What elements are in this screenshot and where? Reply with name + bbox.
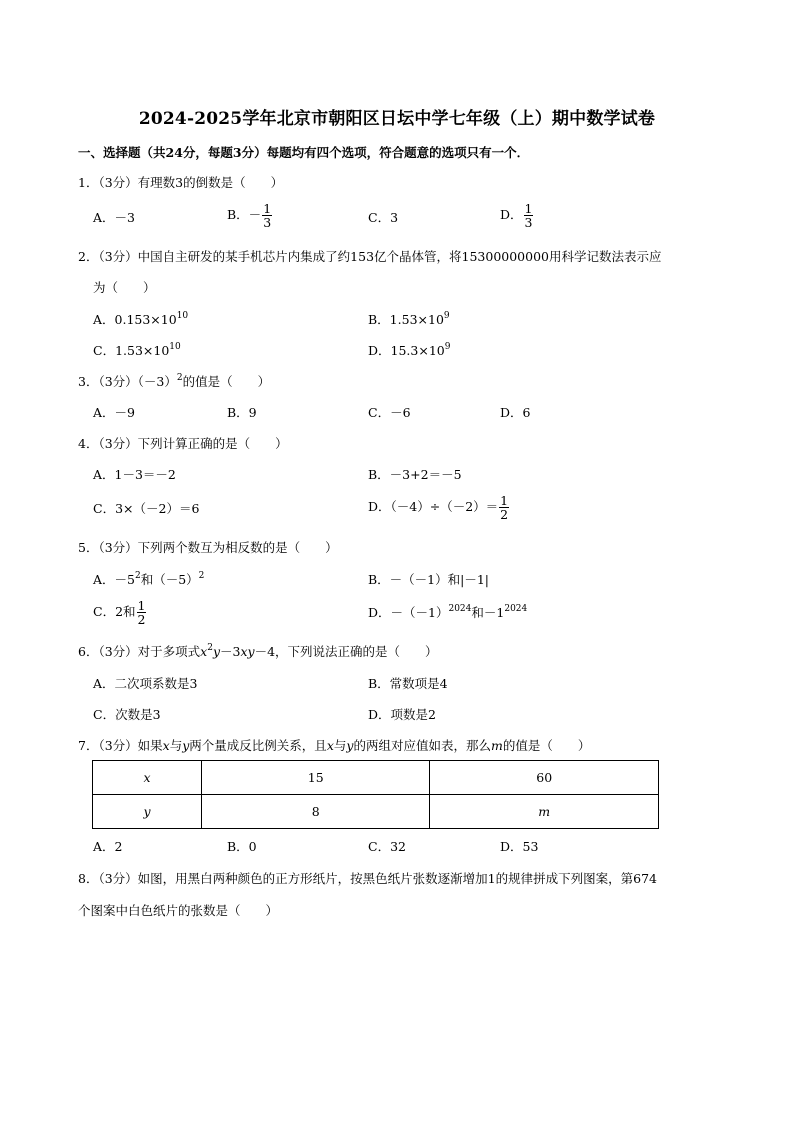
q1-option-d-label: D． bbox=[500, 207, 523, 222]
q1-option-d bbox=[500, 202, 534, 229]
q2-option-a bbox=[93, 312, 188, 328]
exponent: 2 bbox=[207, 643, 213, 653]
question-6-stem bbox=[78, 644, 438, 660]
q5-option-d bbox=[368, 605, 527, 621]
exponent: 9 bbox=[444, 342, 451, 352]
question-7-stem bbox=[78, 738, 590, 754]
q6-option-c: C．次数是3 bbox=[93, 707, 161, 722]
q3-stem-pre: 3．（3分）（－3） bbox=[78, 374, 177, 389]
exponent: 10 bbox=[176, 311, 189, 321]
q6-option-d: D．项数是2 bbox=[368, 707, 436, 722]
table-cell: 15 bbox=[201, 761, 430, 795]
table-cell: 8 bbox=[201, 795, 430, 829]
fraction bbox=[524, 202, 534, 229]
q2-option-a-base: A．0.153×10 bbox=[93, 312, 177, 327]
q7-option-c: C．32 bbox=[368, 839, 406, 854]
variable-y: y bbox=[212, 644, 221, 659]
question-2-stem-line2: 为（ ） bbox=[93, 280, 156, 295]
exponent: 9 bbox=[443, 311, 450, 321]
q6-stem-pre: 6．（3分）对于多项式 bbox=[78, 644, 201, 659]
variable-y: y bbox=[182, 738, 190, 753]
question-2-stem-line1: 2．（3分）中国自主研发的某手机芯片内集成了约153亿个晶体管，将15300000000用科学记数法表示应 bbox=[78, 249, 662, 264]
denominator: 2 bbox=[137, 612, 146, 627]
table-cell bbox=[93, 795, 202, 829]
q1-option-b-label: B．－ bbox=[227, 207, 262, 222]
q4-option-c: C．3×（－2）＝6 bbox=[93, 501, 200, 516]
question-8-stem-line2: 个图案中白色纸片的张数是（ ） bbox=[78, 903, 279, 918]
fraction bbox=[262, 202, 272, 229]
exponent: 2 bbox=[134, 571, 141, 581]
q2-option-c-base: C．1.53×10 bbox=[93, 343, 170, 358]
q3-option-a: A．－9 bbox=[93, 405, 135, 420]
q3-option-d: D．6 bbox=[500, 405, 531, 420]
q5-option-c-label: C．2和 bbox=[93, 604, 136, 619]
denominator: 3 bbox=[263, 215, 272, 230]
q7-value-table bbox=[92, 760, 659, 829]
variable-y: y bbox=[346, 738, 354, 753]
denominator: 3 bbox=[524, 215, 533, 230]
q7-option-d: D．53 bbox=[500, 839, 539, 854]
exponent: 2024 bbox=[448, 604, 472, 614]
cell-value: y bbox=[143, 804, 151, 819]
q7-stem-pre: 7．（3分）如果 bbox=[78, 738, 163, 753]
question-5-stem: 5．（3分）下列两个数互为相反数的是（ ） bbox=[78, 540, 338, 555]
fraction bbox=[499, 494, 509, 521]
q3-stem-post: 的值是（ ） bbox=[182, 374, 271, 389]
q7-option-a: A．2 bbox=[93, 839, 123, 854]
variable-x: x bbox=[326, 738, 334, 753]
q5-option-b: B．－（－1）和|－1| bbox=[368, 572, 490, 587]
q4-option-a: A．1－3＝－2 bbox=[93, 467, 176, 482]
section-heading: 一、选择题（共24分，每题3分）每题均有四个选项，符合题意的选项只有一个． bbox=[78, 145, 530, 160]
variable-x: x bbox=[162, 738, 170, 753]
q3-option-c: C．－6 bbox=[368, 405, 411, 420]
q5-option-c bbox=[93, 599, 147, 626]
q5-option-a-pre: A．－5 bbox=[93, 572, 135, 587]
q7-stem-a: 与 bbox=[333, 738, 347, 753]
variable-x: x bbox=[200, 644, 208, 659]
table-cell bbox=[93, 761, 202, 795]
page-title: 2024-2025学年北京市朝阳区日坛中学七年级（上）期中数学试卷 bbox=[138, 109, 656, 129]
variable-xy: xy bbox=[240, 644, 255, 659]
cell-value: m bbox=[538, 804, 551, 819]
q1-option-a: A．－3 bbox=[93, 210, 135, 225]
q4-option-d-label: D．（－4）÷（－2）＝ bbox=[368, 499, 499, 514]
question-4-stem: 4．（3分）下列计算正确的是（ ） bbox=[78, 436, 288, 451]
q6-stem-post: －4，下列说法正确的是（ ） bbox=[254, 644, 438, 659]
q3-option-b: B．9 bbox=[227, 405, 257, 420]
q5-option-a-mid: 和（－5） bbox=[140, 572, 199, 587]
fraction bbox=[137, 599, 147, 626]
q7-stem-post: 的值是（ ） bbox=[502, 738, 591, 753]
q6-stem-mid: －3 bbox=[220, 644, 241, 659]
denominator: 2 bbox=[500, 507, 509, 522]
exponent: 2 bbox=[176, 373, 183, 383]
q2-option-d-base: D．15.3×10 bbox=[368, 343, 445, 358]
q6-option-b: B．常数项是4 bbox=[368, 676, 448, 691]
q2-option-b bbox=[368, 312, 450, 328]
q7-stem-a: 与 bbox=[169, 738, 183, 753]
q4-option-d bbox=[368, 494, 510, 521]
variable-m: m bbox=[490, 738, 503, 753]
q1-option-c: C．3 bbox=[368, 210, 399, 225]
exponent: 2 bbox=[198, 571, 205, 581]
cell-value: x bbox=[143, 770, 151, 785]
table-row bbox=[93, 795, 659, 829]
q1-option-b bbox=[227, 202, 273, 229]
q2-option-c bbox=[93, 343, 181, 359]
numerator: 1 bbox=[524, 201, 533, 216]
numerator: 1 bbox=[263, 201, 272, 216]
exponent: 2024 bbox=[504, 604, 528, 614]
table-cell bbox=[430, 795, 659, 829]
q2-option-b-base: B．1.53×10 bbox=[368, 312, 444, 327]
numerator: 1 bbox=[500, 493, 509, 508]
table-cell: 60 bbox=[430, 761, 659, 795]
table-row bbox=[93, 761, 659, 795]
q4-option-b: B．－3+2＝－5 bbox=[368, 467, 462, 482]
q6-option-a: A．二次项系数是3 bbox=[93, 676, 198, 691]
question-1-stem: 1．（3分）有理数3的倒数是（ ） bbox=[78, 175, 284, 190]
numerator: 1 bbox=[137, 598, 146, 613]
q7-option-b: B．0 bbox=[227, 839, 257, 854]
q5-option-d-mid: 和－1 bbox=[471, 605, 505, 620]
q2-option-d bbox=[368, 343, 450, 359]
question-3-stem bbox=[78, 374, 270, 390]
exponent: 10 bbox=[169, 342, 181, 352]
q7-stem-c: 的两组对应值如表，那么 bbox=[353, 738, 491, 753]
q5-option-a bbox=[93, 572, 204, 588]
question-8-stem-line1: 8．（3分）如图，用黑白两种颜色的正方形纸片，按黑色纸片张数逐渐增加1的规律拼成下列图案，第674 bbox=[78, 871, 657, 886]
q5-option-d-pre: D．－（－1） bbox=[368, 605, 449, 620]
q7-stem-b: 两个量成反比例关系，且 bbox=[189, 738, 327, 753]
